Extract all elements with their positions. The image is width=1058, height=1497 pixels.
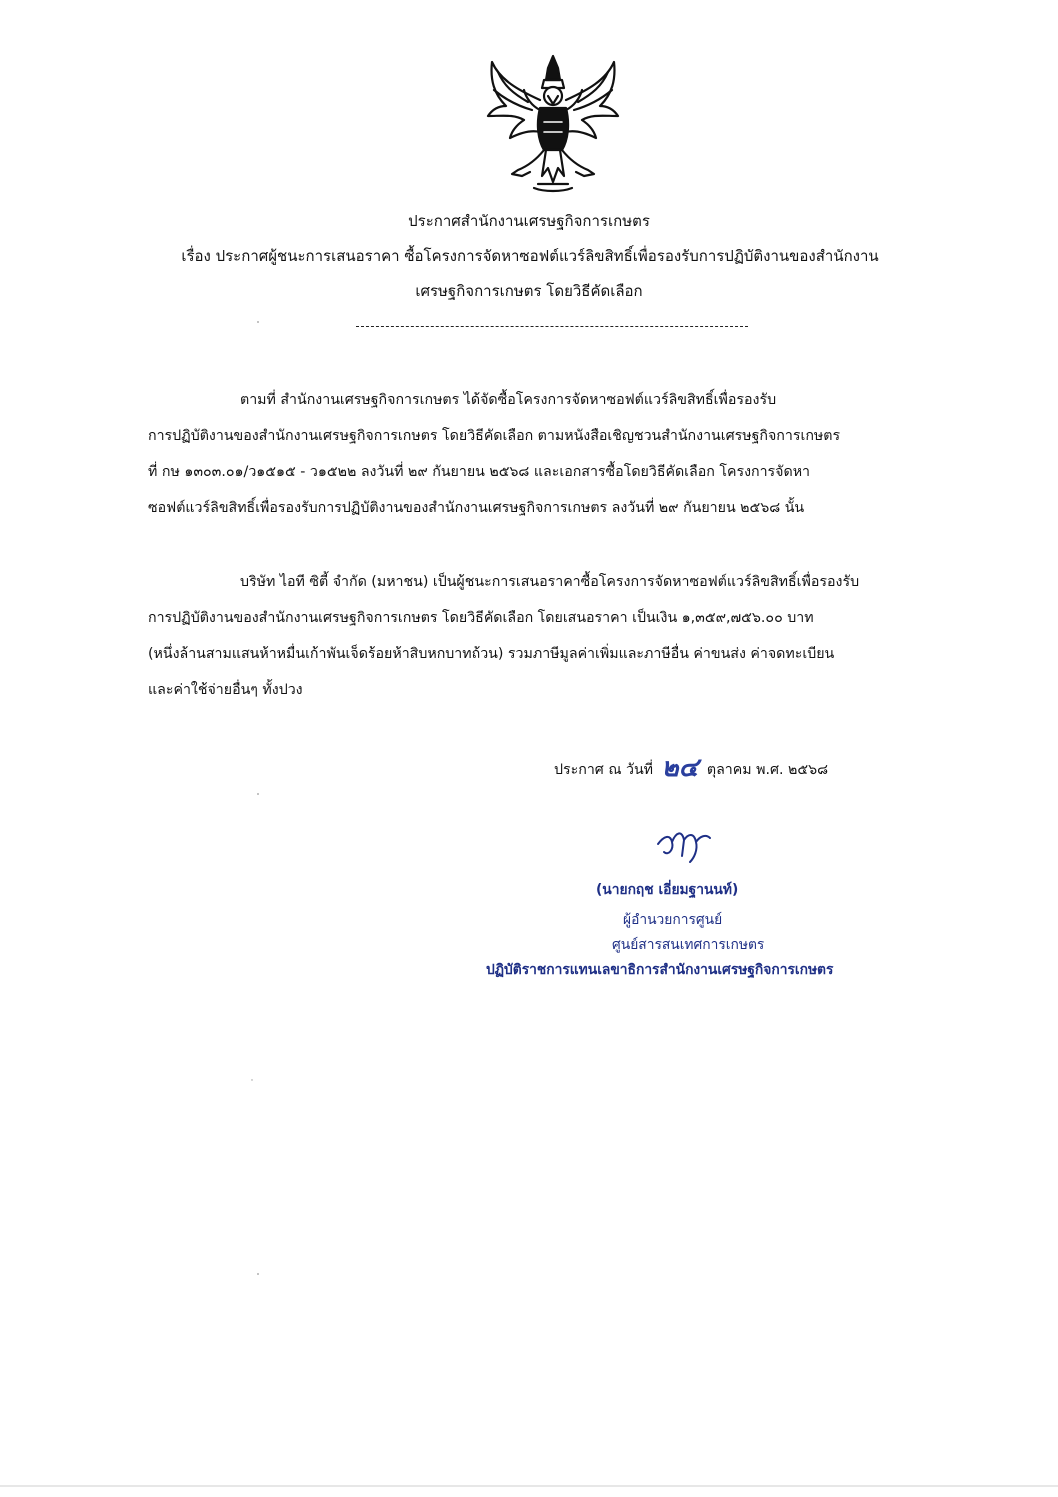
- paragraph-line: การปฏิบัติงานของสำนักงานเศรษฐกิจการเกษตร โดยวิธีคัดเลือก โดยเสนอราคา เป็นเงิน ๑,๓๕๙,๗๕๖.๐๐ บาท: [148, 610, 814, 626]
- paragraph-winner: [148, 574, 970, 718]
- signer-title: ผู้อำนวยการศูนย์: [623, 912, 723, 928]
- signer-acting-for: [486, 962, 833, 979]
- announcement-date: [554, 753, 829, 783]
- paragraph-line: (หนึ่งล้านสามแสนห้าหมื่นเก้าพันเจ็ดร้อยห้าสิบหกบาทถ้วน) รวมภาษีมูลค่าเพิ่มและภาษีอื่น ค่าขนส่ง ค่าจดทะเบียน: [148, 646, 835, 662]
- paragraph-line: ตามที่ สำนักงานเศรษฐกิจการเกษตร ได้จัดซื้อโครงการจัดหาซอฟต์แวร์ลิขสิทธิ์เพื่อรองรับ: [240, 392, 777, 408]
- announcement-subject-continued: เศรษฐกิจการเกษตร โดยวิธีคัดเลือก: [415, 282, 643, 300]
- signer-acting-text: ปฏิบัติราชการแทนเลขาธิการสำนักงานเศรษฐกิจการเกษตร: [486, 962, 834, 978]
- announcement-title: ประกาศสำนักงานเศรษฐกิจการเกษตร: [408, 212, 650, 230]
- separator-line: [356, 326, 748, 327]
- signer-unit: ศูนย์สารสนเทศการเกษตร: [612, 937, 765, 953]
- paragraph-background: [148, 392, 970, 536]
- date-prefix: ประกาศ ณ วันที่: [554, 762, 654, 778]
- date-day-handwritten: ๒๔: [661, 753, 699, 783]
- paragraph-line: บริษัท ไอที ซิตี้ จำกัด (มหาชน) เป็นผู้ชนะการเสนอราคาซื้อโครงการจัดหาซอฟต์แวร์ลิขสิทธิ์เพื่อรองรับ: [240, 574, 860, 590]
- paragraph-line: การปฏิบัติงานของสำนักงานเศรษฐกิจการเกษตร โดยวิธีคัดเลือก ตามหนังสือเชิญชวนสำนักงานเศรษฐกิจการเกษตร: [148, 428, 841, 444]
- signature-icon: [650, 822, 720, 872]
- garuda-emblem-icon: [478, 50, 628, 200]
- signer-name: (นายกฤช เอี่ยมฐานนท์): [596, 882, 739, 898]
- date-suffix: ตุลาคม พ.ศ. ๒๕๖๘: [706, 762, 829, 778]
- paragraph-line: ที่ กษ ๑๓๐๓.๐๑/ว๑๕๑๕ - ว๑๕๒๒ ลงวันที่ ๒๙ กันยายน ๒๕๖๘ และเอกสารซื้อโดยวิธีคัดเลือก โครงการจัดหา: [148, 464, 811, 480]
- paragraph-line: และค่าใช้จ่ายอื่นๆ ทั้งปวง: [148, 682, 303, 698]
- paragraph-line: ซอฟต์แวร์ลิขสิทธิ์เพื่อรองรับการปฏิบัติงานของสำนักงานเศรษฐกิจการเกษตร ลงวันที่ ๒๙ กันยายน ๒๕๖๘ นั้น: [148, 500, 805, 516]
- announcement-subject: เรื่อง ประกาศผู้ชนะการเสนอราคา ซื้อโครงการจัดหาซอฟต์แวร์ลิขสิทธิ์เพื่อรองรับการปฏิบัติงานของสำนักงาน: [181, 247, 879, 265]
